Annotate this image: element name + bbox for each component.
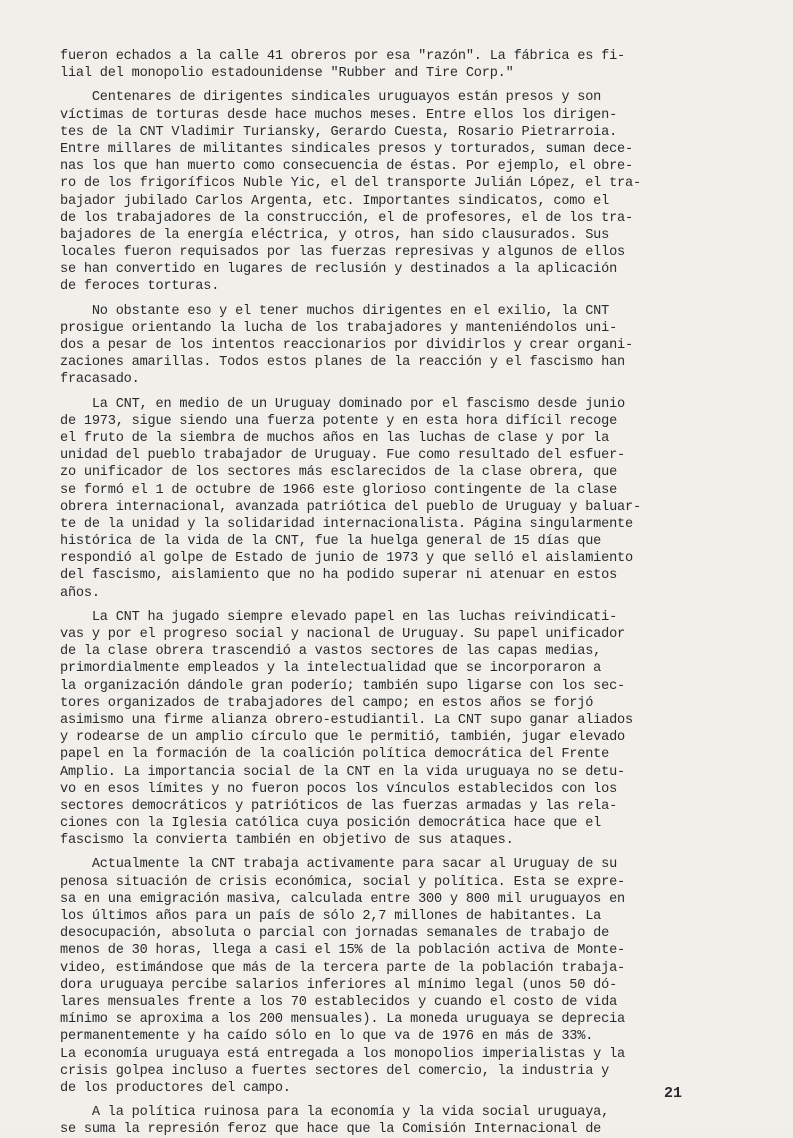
text-line: locales fueron requisados por las fuerzas represivas y algunos de ellos [60, 245, 625, 261]
text-line: zo unificador de los sectores más esclarecidos de la clase obrera, que [60, 465, 618, 481]
text-line: de los productores del campo. [60, 1080, 291, 1096]
paragraph-spacer [60, 602, 750, 609]
text-line: fueron echados a la calle 41 obreros por esa "razón". La fábrica es fi- [60, 49, 625, 64]
text-line: La CNT, en medio de un Uruguay dominado por el fascismo desde junio [60, 396, 625, 412]
text-line: dora uruguaya percibe salarios inferiores al mínimo legal (unos 50 dó- [60, 977, 618, 993]
text-line: lares mensuales frente a los 70 establecidos y cuando el costo de vida [60, 994, 618, 1010]
text-line: de los trabajadores de la construcción, el de profesores, el de los tra- [60, 210, 633, 226]
text-line: prosigue orientando la lucha de los trabajadores y manteniéndolos uni- [60, 320, 618, 336]
text-line: bajadores de la energía eléctrica, y otros, han sido clausurados. Sus [60, 227, 610, 243]
text-line: zaciones amarillas. Todos estos planes de la reacción y el fascismo han [60, 355, 625, 371]
paragraph [60, 609, 750, 850]
document-body [60, 48, 750, 1138]
text-line: crisis golpea incluso a fuertes sectores del comercio, la industria y [60, 1063, 610, 1079]
page-number: 21 [664, 1085, 683, 1102]
text-line: tores organizados de trabajadores del campo; en estos años se forjó [60, 695, 594, 711]
text-line: vas y por el progreso social y nacional de Uruguay. Su papel unificador [60, 627, 625, 642]
text-line: nas los que han muerto como consecuencia de éstas. Por ejemplo, el obre- [60, 159, 633, 175]
text-line: sectores democráticos y patrióticos de las fuerzas armadas y las rela- [60, 798, 618, 814]
text-line: No obstante eso y el tener muchos dirigentes en el exilio, la CNT [60, 303, 610, 319]
text-line: lial del monopolio estadounidense "Rubber and Tire Corp." [60, 66, 514, 82]
paragraph-spacer [60, 296, 750, 303]
text-line: ciones con la Iglesia católica cuya posición democrática hace que el [60, 816, 602, 832]
paragraph-spacer [60, 389, 750, 396]
text-line: penosa situación de crisis económica, social y política. Esta se expre- [60, 874, 625, 890]
text-line: y rodearse de un amplio círculo que le permitió, también, jugar elevado [60, 730, 625, 746]
text-line: obrera internacional, avanzada patriótica del pueblo de Uruguay y baluar- [60, 499, 641, 515]
text-line: dos a pesar de los intentos reaccionarios por dividirlos y crear organi- [60, 338, 633, 353]
text-line: asimismo una firme alianza obrero-estudiantil. La CNT supo ganar aliados [60, 712, 633, 728]
text-line: te de la unidad y la solidaridad internacionalista. Página singularmente [60, 516, 633, 532]
paragraph-spacer [60, 849, 750, 856]
text-line: de la clase obrera trascendió a vastos sectores de las capas medias, [60, 644, 602, 660]
text-line: respondió al golpe de Estado de junio de 1973 y que selló el aislamiento [60, 551, 633, 567]
text-line: se suma la represión feroz que hace que la Comisión Internacional de [60, 1122, 602, 1138]
text-line: sa en una emigración masiva, calculada entre 300 y 800 mil uruguayos en [60, 891, 625, 907]
text-line: Amplio. La importancia social de la CNT en la vida uruguaya no se detu- [60, 764, 625, 780]
text-line: primordialmente empleados y la intelectualidad que se incorporaron a [60, 661, 602, 677]
text-line: La economía uruguaya está entregada a los monopolios imperialistas y la [60, 1046, 625, 1062]
text-line: Actualmente la CNT trabaja activamente para sacar al Uruguay de su [60, 857, 618, 873]
paragraph [60, 856, 750, 1097]
text-line: papel en la formación de la coalición política democrática del Frente [60, 747, 610, 763]
text-line: fascismo la convierta también en objetivo de sus ataques. [60, 833, 514, 849]
text-line: mínimo se aproxima a los 200 mensuales). La moneda uruguaya se deprecia [60, 1012, 625, 1028]
text-line: de feroces torturas. [60, 279, 220, 295]
paragraph-spacer [60, 1097, 750, 1104]
paragraph [60, 89, 750, 295]
text-line: del fascismo, aislamiento que no ha podido superar ni atenuar en estos [60, 568, 618, 584]
text-line: víctimas de torturas desde hace muchos meses. Entre ellos los dirigen- [60, 107, 618, 123]
text-line: La CNT ha jugado siempre elevado papel en las luchas reivindicati- [60, 609, 618, 625]
text-line: se formó el 1 de octubre de 1966 este glorioso contingente de la clase [60, 482, 618, 498]
text-line: A la política ruinosa para la economía y la vida social uruguaya, [60, 1105, 610, 1121]
text-line: fracasado. [60, 372, 140, 388]
text-line: tes de la CNT Vladimir Turiansky, Gerardo Cuesta, Rosario Pietrarroia. [60, 124, 618, 140]
text-line: ro de los frigoríficos Nuble Yic, el del transporte Julián López, el tra- [60, 176, 641, 192]
text-line: unidad del pueblo trabajador de Uruguay. Fue como resultado del esfuer- [60, 448, 625, 464]
text-line: se han convertido en lugares de reclusión y destinados a la aplicación [60, 262, 618, 278]
text-line: Entre millares de militantes sindicales presos y torturados, suman dece- [60, 141, 633, 157]
text-line: menos de 30 horas, llega a casi el 15% de la población activa de Monte- [60, 943, 625, 959]
text-line: vo en esos límites y no fueron pocos los vínculos establecidos con los [60, 781, 618, 797]
text-line: desocupación, absoluta o parcial con jornadas semanales de trabajo de [60, 926, 610, 942]
text-line: el fruto de la siembra de muchos años en las luchas de clase y por la [60, 430, 610, 446]
text-line: video, estimándose que más de la tercera parte de la población trabaja- [60, 960, 625, 976]
text-line: permanentemente y ha caído sólo en lo que va de 1976 en más de 33%. [60, 1029, 594, 1045]
text-line: bajador jubilado Carlos Argenta, etc. Importantes sindicatos, como el [60, 193, 610, 209]
text-line: años. [60, 585, 100, 601]
text-line: histórica de la vida de la CNT, fue la huelga general de 15 días que [60, 534, 602, 550]
text-line: los últimos años para un país de sólo 2,7 millones de habitantes. La [60, 909, 602, 924]
paragraph [60, 48, 750, 82]
text-line: de 1973, sigue siendo una fuerza potente y en esta hora difícil recoge [60, 413, 618, 429]
paragraph [60, 396, 750, 602]
text-line: la organización dándole gran poderío; también supo ligarse con los sec- [60, 678, 625, 694]
paragraph [60, 303, 750, 389]
paragraph-spacer [60, 82, 750, 89]
text-line: Centenares de dirigentes sindicales uruguayos están presos y son [60, 90, 602, 106]
